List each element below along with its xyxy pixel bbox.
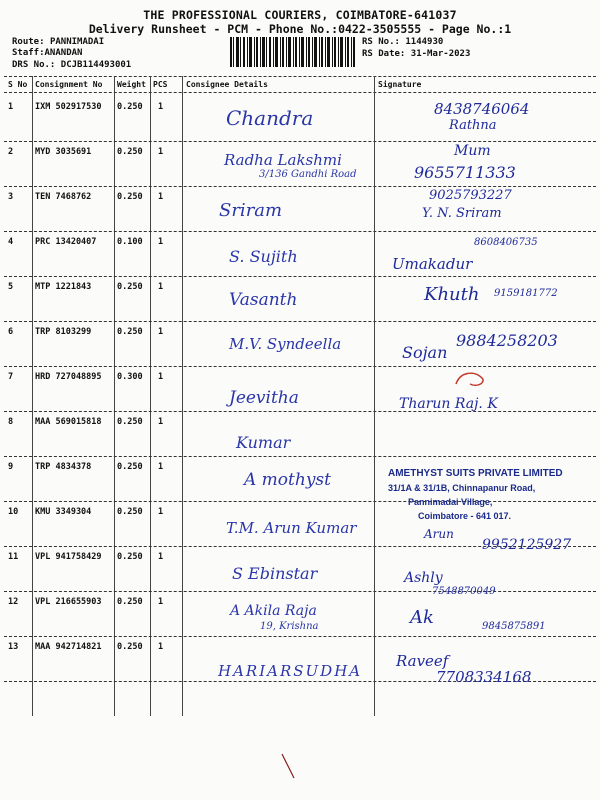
handwritten-consignee: A Akila Raja <box>230 603 317 619</box>
row-weight: 0.250 <box>117 642 143 652</box>
handwritten-phone: 9025793227 <box>429 188 512 203</box>
row-sno: 12 <box>8 597 19 607</box>
handwritten-consignee: A mothyst <box>244 470 331 490</box>
row-sno: 9 <box>8 462 14 472</box>
handwritten-consignee: S Ebinstar <box>232 564 318 583</box>
row-sno: 10 <box>8 507 19 517</box>
header-divider <box>4 76 596 77</box>
page-title: THE PROFESSIONAL COURIERS, COIMBATORE-641037 <box>143 8 457 22</box>
row-pcs: 1 <box>158 417 164 427</box>
handwritten-signature: Mum <box>454 143 491 159</box>
col-consignee-header: Consignee Details <box>186 80 268 89</box>
table-row <box>4 636 596 686</box>
row-weight: 0.250 <box>117 192 143 202</box>
row-pcs: 1 <box>158 147 164 157</box>
row-weight: 0.250 <box>117 417 143 427</box>
handwritten-phone: 7708334168 <box>436 668 532 686</box>
col-sno-header: S No <box>8 80 28 89</box>
row-consignment: HRD 727048895 <box>35 372 102 382</box>
table-row <box>4 96 596 142</box>
row-pcs: 1 <box>158 192 164 202</box>
row-pcs: 1 <box>158 102 164 112</box>
handwritten-phone: 9845875891 <box>482 621 546 632</box>
handwritten-address: 3/136 Gandhi Road <box>259 169 357 180</box>
handwritten-phone: 9159181772 <box>494 288 558 299</box>
stray-mark <box>280 752 300 782</box>
row-sno: 13 <box>8 642 19 652</box>
row-weight: 0.250 <box>117 147 143 157</box>
table-row <box>4 231 596 277</box>
handwritten-consignee: Radha Lakshmi <box>224 151 342 169</box>
handwritten-consignee: HARIARSUDHA <box>218 662 363 680</box>
row-pcs: 1 <box>158 282 164 292</box>
table-row <box>4 186 596 232</box>
row-pcs: 1 <box>158 462 164 472</box>
row-weight: 0.250 <box>117 507 143 517</box>
handwritten-consignee: Kumar <box>236 433 291 452</box>
handwritten-consignee: Sriram <box>219 200 283 221</box>
stamp-address-line: Coimbatore - 641 017. <box>418 511 512 521</box>
table-row <box>4 321 596 367</box>
row-consignment: MTP 1221843 <box>35 282 92 292</box>
row-weight: 0.250 <box>117 552 143 562</box>
row-consignment: MAA 569015818 <box>35 417 102 427</box>
handwritten-signature: Khuth <box>424 284 480 305</box>
row-weight: 0.250 <box>117 462 143 472</box>
handwritten-signature: Ashly <box>404 570 443 586</box>
route-value: PANNIMADAI <box>49 37 105 47</box>
handwritten-consignee: M.V. Syndeella <box>229 335 342 353</box>
table-row <box>4 276 596 322</box>
handwritten-signature: Raveef <box>396 652 449 670</box>
row-consignment: PRC 13420407 <box>35 237 97 247</box>
company-stamp <box>388 467 593 523</box>
red-ink-mark <box>452 368 492 390</box>
handwritten-consignee: Chandra <box>226 106 314 130</box>
drs-value: DCJB114493001 <box>60 60 132 70</box>
handwritten-signature: Arun <box>424 527 454 541</box>
row-sno: 8 <box>8 417 14 427</box>
col-weight-header: Weight <box>117 80 146 89</box>
col-signature-header: Signature <box>378 80 422 89</box>
handwritten-phone: 9952125927 <box>482 537 572 553</box>
row-sno: 1 <box>8 102 14 112</box>
row-consignment: VPL 216655903 <box>35 597 102 607</box>
table-row <box>4 411 596 457</box>
handwritten-consignee: Jeevitha <box>229 388 299 408</box>
handwritten-signature: Rathna <box>449 118 497 133</box>
column-header-divider <box>4 92 596 93</box>
stamp-address-line: 31/1A & 31/1B, Chinnapanur Road, <box>388 483 536 493</box>
row-weight: 0.300 <box>117 372 143 382</box>
col-consignment-header: Consignment No <box>35 80 103 89</box>
handwritten-signature: Sojan <box>402 343 448 362</box>
row-pcs: 1 <box>158 597 164 607</box>
drs-label: DRS No.: DCJB114493001 <box>12 60 132 70</box>
rs-no-value: 1144930 <box>405 37 444 47</box>
row-sno: 5 <box>8 282 14 292</box>
row-pcs: 1 <box>158 237 164 247</box>
row-sno: 7 <box>8 372 14 382</box>
rs-date-value: 31-Mar-2023 <box>410 49 471 59</box>
rs-no-label: RS No.: 1144930 <box>362 37 444 47</box>
row-pcs: 1 <box>158 552 164 562</box>
stamp-company-name: AMETHYST SUITS PRIVATE LIMITED <box>388 468 563 479</box>
handwritten-address: 19, Krishna <box>260 621 319 632</box>
handwritten-phone: 8438746064 <box>434 100 530 118</box>
handwritten-phone: 9655711333 <box>414 163 516 182</box>
row-sno: 4 <box>8 237 14 247</box>
staff-value: ANANDAN <box>44 48 83 58</box>
page-subtitle: Delivery Runsheet - PCM - Phone No.:0422-3505555 - Page No.:1 <box>88 22 512 36</box>
table-row <box>4 591 596 637</box>
row-weight: 0.250 <box>117 327 143 337</box>
row-consignment: KMU 3349304 <box>35 507 92 517</box>
row-pcs: 1 <box>158 507 164 517</box>
handwritten-phone: 7548870049 <box>432 586 496 597</box>
barcode <box>230 37 355 67</box>
row-weight: 0.250 <box>117 102 143 112</box>
row-weight: 0.250 <box>117 282 143 292</box>
rs-date-label: RS Date: 31-Mar-2023 <box>362 49 471 59</box>
table-row <box>4 546 596 597</box>
route-label: Route: PANNIMADAI <box>12 37 105 47</box>
row-consignment: TRP 8103299 <box>35 327 92 337</box>
handwritten-consignee: Vasanth <box>229 290 298 310</box>
row-consignment: IXM 502917530 <box>35 102 102 112</box>
table-row <box>4 141 596 187</box>
handwritten-signature: Tharun Raj. K <box>399 396 498 412</box>
handwritten-phone: 8608406735 <box>474 237 538 248</box>
handwritten-consignee: T.M. Arun Kumar <box>226 519 357 537</box>
handwritten-consignee: S. Sujith <box>229 247 298 266</box>
staff-label: Staff:ANANDAN <box>12 48 83 58</box>
row-sno: 2 <box>8 147 14 157</box>
row-consignment: MYD 3035691 <box>35 147 92 157</box>
row-weight: 0.100 <box>117 237 143 247</box>
handwritten-signature: Umakadur <box>392 255 473 273</box>
row-pcs: 1 <box>158 327 164 337</box>
row-consignment: VPL 941758429 <box>35 552 102 562</box>
row-consignment: TEN 7468762 <box>35 192 92 202</box>
row-pcs: 1 <box>158 642 164 652</box>
row-weight: 0.250 <box>117 597 143 607</box>
row-consignment: MAA 942714821 <box>35 642 102 652</box>
stamp-address-line: Pannimadai Village, <box>408 497 493 507</box>
row-pcs: 1 <box>158 372 164 382</box>
row-consignment: TRP 4834378 <box>35 462 92 472</box>
handwritten-phone: 9884258203 <box>456 331 558 350</box>
table-row <box>4 366 596 412</box>
col-pcs-header: PCS <box>153 80 168 89</box>
row-sno: 3 <box>8 192 14 202</box>
handwritten-signature: Ak <box>410 607 434 628</box>
handwritten-signature: Y. N. Sriram <box>422 206 502 221</box>
row-sno: 6 <box>8 327 14 337</box>
row-sno: 11 <box>8 552 19 562</box>
